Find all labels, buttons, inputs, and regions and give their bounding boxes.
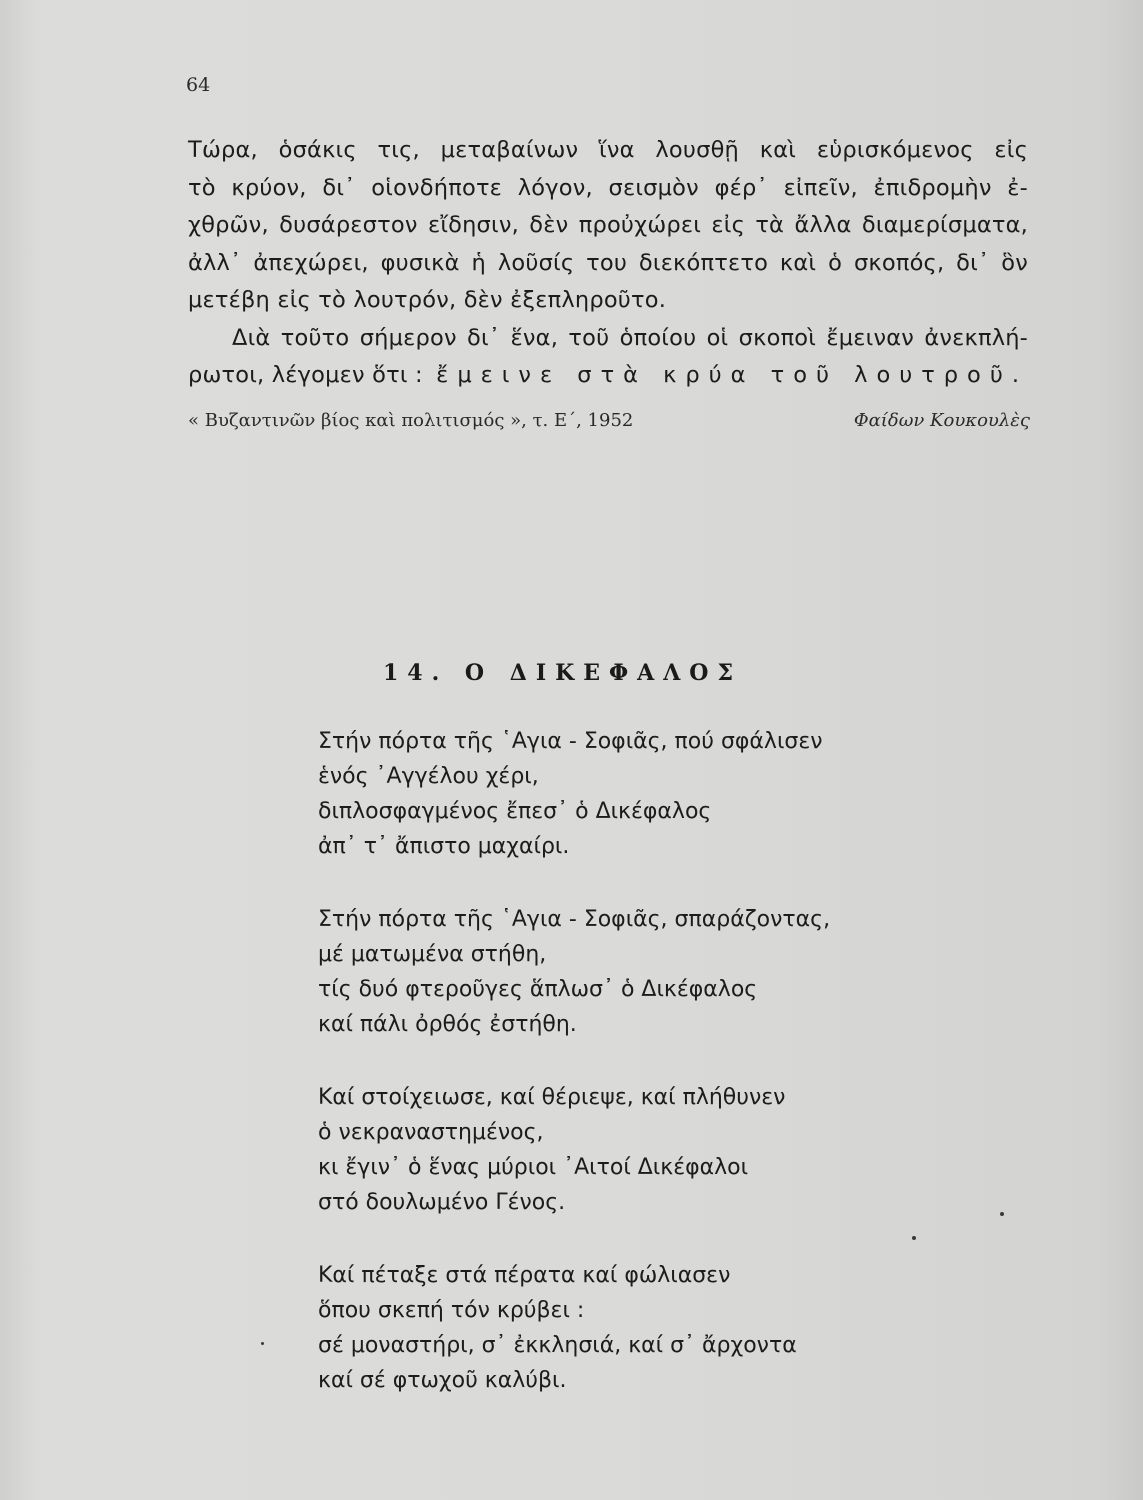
closing-lead-in: ρωτοι, λέγομεν ὅτι : [188,362,423,388]
page-number: 64 [186,74,211,96]
poem-line: ὁ νεκραναστημένος, [318,1120,544,1145]
poem-line: Στήν πόρτα τῆς ῾Αγια - Σοφιᾶς, πού σφάλισεν [318,729,823,754]
poem-line: τίς δυό φτεροῦγες ἅπλωσ᾽ ὁ Δικέφαλος [318,977,758,1002]
poem-line: διπλοσφαγμένος ἔπεσ᾽ ὁ Δικέφαλος [318,799,712,824]
stanza-3 [318,1080,938,1220]
paper-speck [912,1236,916,1240]
paragraph-1 [188,132,1028,320]
prose-line: ἀλλ᾽ ἀπεχώρει, φυσικὰ ἡ λοῦσίς του διεκόπτετο καὶ ὁ σκοπός, δι᾽ ὃν [188,249,1028,276]
prose-passage [188,132,1028,395]
poem-line: Καί πέταξε στά πέρατα καί φώλιασεν [318,1263,731,1288]
poem-line: καί σέ φτωχοῦ καλύβι. [318,1368,567,1393]
poem-line: ὅπου σκεπή τόν κρύβει : [318,1298,585,1323]
poem-line: καί πάλι ὀρθός ἐστήθη. [318,1012,577,1037]
prose-line-closing [188,357,1028,395]
citation-author: Φαίδων Κουκουλὲς [853,410,1030,431]
poem-line: ἑνός ᾿Αγγέλου χέρι, [318,764,539,789]
prose-line: μετέβη εἰς τὸ λουτρόν, δὲν ἐξεπληροῦτο. [188,287,667,313]
poem-line: ἀπ᾽ τ᾽ ἄπιστο μαχαίρι. [318,834,570,859]
poem-line: Στήν πόρτα τῆς ῾Αγια - Σοφιᾶς, σπαράζοντας, [318,907,831,932]
citation-source: « Βυζαντινῶν βίος καὶ πολιτισμός », τ. Ε΄, 1952 [188,410,634,431]
stanza-4 [318,1258,938,1398]
stanza-1 [318,724,938,864]
prose-line: Τώρα, ὁσάκις τις, μεταβαίνων ἵνα λουσθῇ καὶ εὑρισκόμενος εἰς [188,137,1028,163]
paragraph-2 [188,320,1028,395]
stanza-2 [318,902,938,1042]
paper-speck [261,1342,264,1345]
poem-line: σέ μοναστήρι, σ᾽ ἐκκλησιά, καί σ᾽ ἄρχοντα [318,1333,797,1358]
spaced-idiom: ἔμεινε στὰ κρύα τοῦ λουτροῦ. [436,362,1028,388]
citation [188,410,1030,431]
prose-line: χθρῶν, δυσάρεστον εἴδησιν, δὲν προὐχώρει εἰς τὰ ἄλλα διαμερίσματα, [188,212,1028,238]
poem [318,724,938,1436]
poem-line: στό δουλωμένο Γένος. [318,1190,566,1215]
poem-line: μέ ματωμένα στήθη, [318,942,547,967]
poem-line: Καί στοίχειωσε, καί θέριεψε, καί πλήθυνεν [318,1085,786,1110]
paper-speck [1000,1212,1004,1216]
prose-line: Διὰ τοῦτο σήμερον δι᾽ ἕνα, τοῦ ὁποίου οἱ σκοποὶ ἔμειναν ἀνεκπλή- [232,324,1028,351]
prose-line: τὸ κρύον, δι᾽ οἱονδήποτε λόγον, σεισμὸν φέρ᾽ εἰπεῖν, ἐπιδρομὴν ἐ- [188,174,1028,201]
poem-line: κι ἔγιν᾽ ὁ ἕνας μύριοι ᾿Αιτοί Δικέφαλοι [318,1155,749,1180]
section-title: 14. Ο ΔΙΚΕΦΑΛΟΣ [383,660,743,686]
